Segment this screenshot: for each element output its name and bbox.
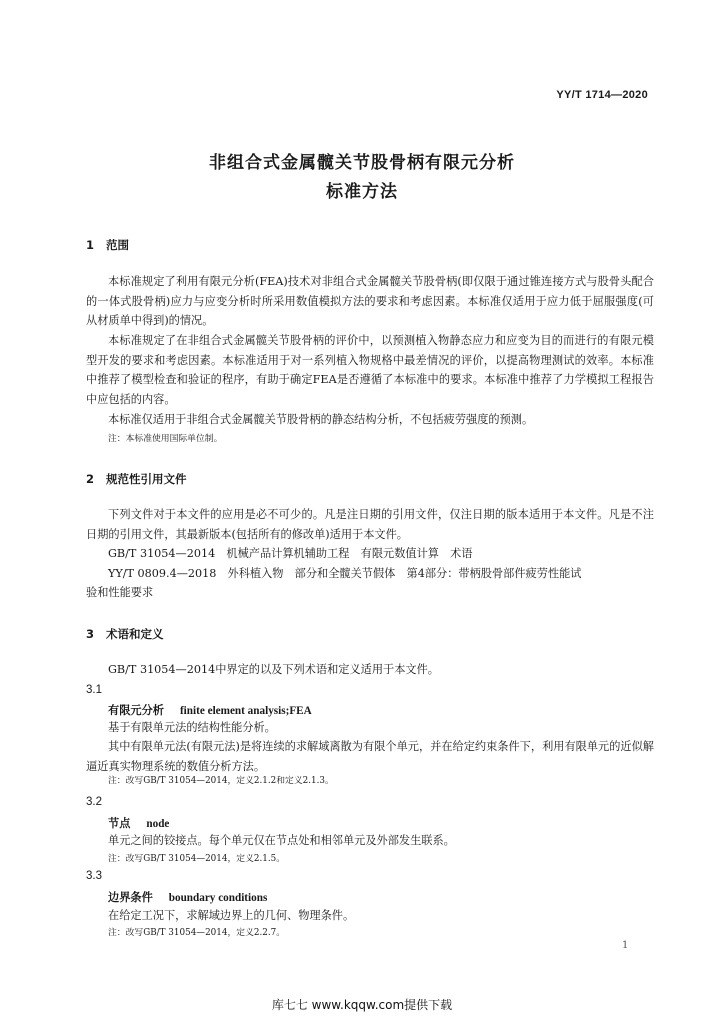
term-3-3-note: 注：改写GB/T 31054—2014，定义2.2.7。 [108,928,286,938]
section-1-note: 注：本标准使用国际单位制。 [108,434,223,444]
normative-reference-1: GB/T 31054—2014 机械产品计算机辅助工程 有限元数值计算 术语 [108,547,473,560]
term-3-3-definition: 在给定工况下，求解域边界上的几何、物理条件。 [108,909,355,922]
document-subtitle: 标准方法 [326,182,398,202]
term-3-2-zh: 节点 [108,816,131,830]
term-3-2-heading [108,815,169,831]
section-1-number: 1 [86,238,95,252]
download-footer: 库七七 www.kqqw.com提供下载 [271,998,453,1012]
section-2-number: 2 [86,472,95,486]
term-3-3-en: boundary conditions [168,892,268,904]
term-3-1-definition: 基于有限单元法的结构性能分析。 [108,721,276,734]
section-3-intro: GB/T 31054—2014中界定的以及下列术语和定义适用于本文件。 [108,663,439,676]
section-1-paragraph-2: 本标准规定了在非组合式金属髋关节股骨柄的评价中，以预测植入物静态应力和应变为目的而进行的有限元模型开发的要求和考虑因素。本标准适用于对一系列植入物规格中最差情况的评价，以提高物理测试的效率。本标准中推荐了模型检查和验证的程序，有助于确定FEA是否遵循了本标准中的要求。本标准中推荐了力学模拟工程报告中应包括的内容。 [86,334,654,406]
term-3-2-number: 3.2 [86,796,102,808]
section-1-paragraph-3: 本标准仅适用于非组合式金属髋关节股骨柄的静态结构分析，不包括疲劳强度的预测。 [108,413,534,426]
section-2-title: 规范性引用文件 [106,472,187,486]
section-2-paragraph-1: 下列文件对于本文件的应用是必不可少的。凡是注日期的引用文件，仅注日期的版本适用于本文件。凡是不注日期的引用文件，其最新版本(包括所有的修改单)适用于本文件。 [86,508,654,541]
term-3-1-zh: 有限元分析 [108,703,164,717]
section-1-title: 范围 [106,238,129,252]
term-3-1-en: finite element analysis;FEA [179,705,312,717]
term-3-2-definition: 单元之间的铰接点。每个单元仅在节点处和相邻单元及外部发生联系。 [108,834,455,847]
section-1-paragraph-1: 本标准规定了利用有限元分析(FEA)技术对非组合式金属髋关节股骨柄(即仅限于通过锥连接方式与股骨头配合的一体式股骨柄)应力与应变分析时所采用数值模拟方法的要求和考虑因素。本标准仅适用于应力低于屈服强度(可从材质单中得到)的情况。 [86,275,654,328]
normative-reference-2-cont: 验和性能要求 [86,586,154,599]
section-3-number: 3 [86,627,95,641]
term-3-1-heading [108,702,312,718]
section-3-heading [86,626,164,642]
term-3-2-en: node [146,818,170,830]
term-3-3-number: 3.3 [86,870,102,882]
document-title: 非组合式金属髋关节股骨柄有限元分析 [209,153,515,173]
term-3-2-note: 注：改写GB/T 31054—2014，定义2.1.5。 [108,854,286,864]
term-3-1-explanation: 其中有限单元法(有限元法)是将连续的求解域离散为有限个单元，并在给定约束条件下，利用有限单元的近似解逼近真实物理系统的数值分析方法。 [86,740,654,773]
standard-code: YY/T 1714—2020 [556,89,648,101]
section-3-title: 术语和定义 [106,627,164,641]
term-3-1-note: 注：改写GB/T 31054—2014，定义2.1.2和定义2.1.3。 [108,776,334,786]
page-number: 1 [622,940,629,951]
term-3-1-number: 3.1 [86,684,102,696]
term-3-3-zh: 边界条件 [108,890,153,904]
section-1-heading [86,237,129,253]
normative-reference-2: YY/T 0809.4—2018 外科植入物 部分和全髋关节假体 第4部分：带柄股骨部件疲劳性能试 [108,567,582,580]
section-2-heading [86,471,187,487]
term-3-3-heading [108,889,267,905]
